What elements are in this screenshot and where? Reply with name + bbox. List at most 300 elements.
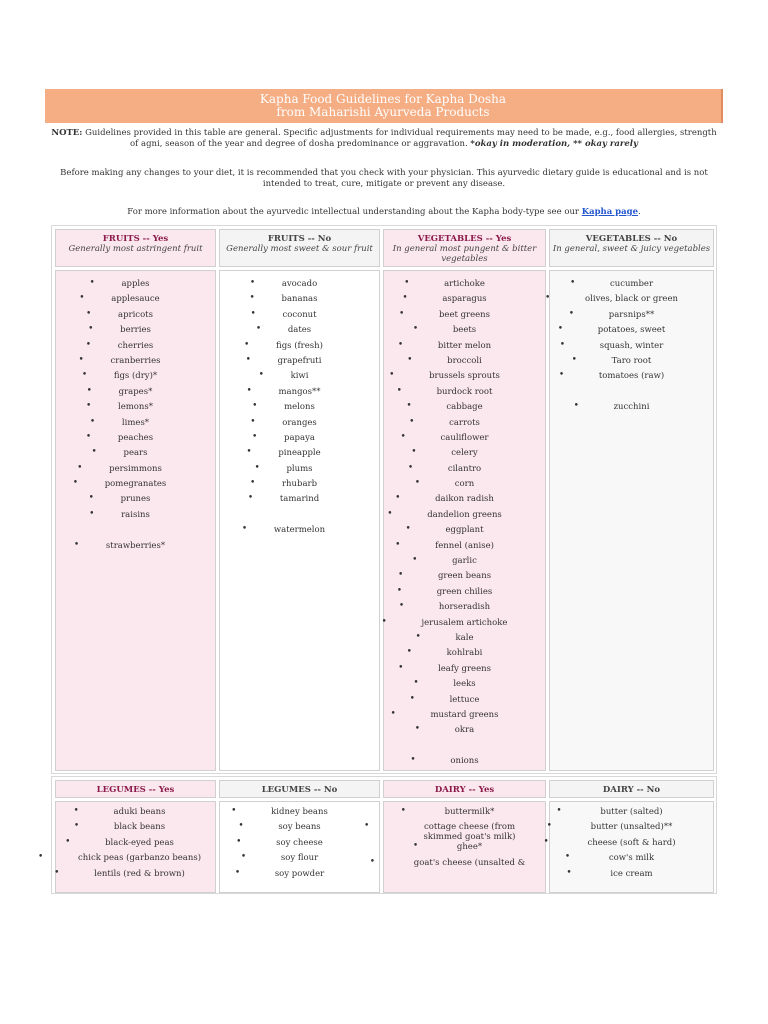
food-item-label: garlic [452,556,477,567]
food-item [384,541,545,556]
disclaimer-paragraph: Before making any changes to your diet, it is recommended that you check with your physician. This ayurvedic dietary guide is educational and is not intended to treat, cure, mitigate or prevent any disease. [60,168,708,189]
food-item [384,464,545,479]
food-item [543,836,713,853]
food-item [37,852,203,868]
bullet-icon: • [241,524,248,535]
food-item [384,587,545,602]
bullet-icon: • [246,447,252,458]
bullet-icon: • [236,836,242,847]
bullet-icon: • [396,385,402,396]
food-item [550,341,713,356]
food-item-label: mangos** [278,386,321,397]
header-fruits-yes [55,229,216,267]
food-item-label: kiwi [290,371,309,382]
food-item-label: horseradish [438,602,491,613]
list-vegetables-no [545,278,713,418]
food-item [384,294,545,309]
bullet-icon: • [54,867,60,878]
body-vegetables-no [545,270,714,771]
food-item-label: cauliflower [440,432,489,443]
list-legumes-no [220,807,379,884]
body-vegetables-yes [383,270,546,771]
bullet-icon: • [389,370,395,381]
note-paragraph [50,128,718,150]
bullet-icon: • [412,555,418,566]
bullet-icon: • [409,693,415,704]
food-item-label: lentils (red & brown) [94,868,185,879]
bullet-icon: • [557,324,564,335]
food-item-label: butter (salted) [600,807,663,817]
food-item-label: coconut [282,309,317,320]
food-item-label: pomegranates [104,479,167,490]
header-legumes-yes [55,780,216,798]
food-item [384,402,545,417]
food-item-label: chick peas (garbanzo beans) [77,853,202,864]
food-item [550,402,713,417]
food-item-label: Taro root [611,355,652,366]
bullet-icon: • [249,278,256,288]
bullet-icon: • [398,601,405,612]
food-item-label: persimmons [109,463,162,474]
bullet-icon: • [249,478,256,489]
food-item-label: okra [454,725,475,736]
food-item-label: cranberries [110,355,161,366]
bullet-icon: • [85,401,92,412]
food-item [384,479,545,494]
bullet-icon: • [571,354,577,365]
food-item [220,822,379,837]
bullet-icon: • [400,806,406,816]
food-item-label: tomatoes (raw) [598,371,665,382]
food-item [384,279,545,294]
header-title: VEGETABLES -- No [585,234,678,244]
food-item [56,325,215,340]
bullet-icon: • [89,416,96,427]
bullet-icon: • [86,308,92,319]
bullet-icon: • [245,354,251,365]
list-vegetables-yes [381,278,545,772]
bullet-icon: • [238,821,244,832]
food-item-label: lettuce [449,694,480,705]
bullet-icon: • [398,308,405,319]
food-item [550,325,713,340]
food-item-label: soy flour [280,853,319,864]
food-item-label: parsnips** [608,309,655,320]
food-item [384,695,545,710]
food-item-label: cheese (soft & hard) [587,837,676,848]
bullet-icon: • [396,585,403,596]
food-item-label: squash, winter [599,340,664,351]
note-moderation: *okay in moderation, ** okay rarely [470,139,638,149]
food-item-label: ice cream [610,868,653,879]
header-vegetables-yes [383,229,546,267]
food-item-label: ghee* [456,842,483,853]
food-item [384,633,545,648]
food-item [56,279,215,294]
food-item-label: tamarind [279,494,320,505]
food-item-label: cottage cheese (from skimmed goat's milk) [423,822,516,843]
bullet-icon: • [398,662,404,673]
food-item-label: pineapple [278,448,321,459]
food-item [56,356,215,371]
food-item-label: rhubarb [281,479,318,490]
bullet-icon: • [406,401,412,412]
food-item-label: bananas [281,294,318,305]
food-item [220,387,379,402]
food-item-label: kale [455,632,474,643]
food-item [54,867,203,884]
food-item [73,806,203,822]
header-subtitle: In general most pungent & bitter vegetables [392,244,537,264]
bullet-icon: • [381,616,387,627]
bullet-icon: • [369,856,376,867]
bullet-icon: • [246,385,252,396]
food-item [384,387,545,402]
bullet-icon: • [412,324,419,335]
food-item-label: goat's cheese (unsalted & [413,857,526,868]
food-item [550,310,713,325]
food-item-label: eggplant [445,525,484,536]
food-item [384,356,545,371]
food-item [400,806,531,822]
food-item-label: watermelon [273,525,326,536]
food-item [56,294,215,309]
food-item-label: peaches [117,432,154,443]
header-title: LEGUMES -- Yes [96,785,175,795]
bullet-icon: • [407,354,413,365]
bullet-icon: • [405,524,411,535]
food-item [56,510,215,525]
food-item [384,525,545,540]
food-item [384,510,545,525]
more-info-paragraph [50,207,718,218]
header-title: FRUITS -- No [267,234,332,244]
bullet-icon: • [37,852,44,863]
food-item-label: mustard greens [430,709,499,720]
food-item [220,294,379,309]
bullet-icon: • [387,508,393,519]
food-item-label: prunes [120,494,151,505]
body-fruits-yes [55,270,216,771]
bullet-icon: • [397,339,404,350]
food-item [220,310,379,325]
food-item-label: papaya [284,432,315,443]
body-legumes-yes [37,801,216,893]
food-item [65,836,203,853]
food-item [384,710,545,725]
header-title: DAIRY -- No [602,785,661,795]
food-item-label: celery [451,448,478,459]
bullet-icon: • [250,308,256,319]
bullet-icon: • [86,385,92,396]
food-item-label: apples [121,279,150,289]
bullet-icon: • [88,324,94,335]
bullet-icon: • [364,821,370,832]
list-spacer [220,510,379,525]
food-item [381,616,545,633]
bullet-icon: • [252,431,258,442]
note-label: NOTE: [51,128,83,138]
bullet-icon: • [412,841,419,852]
food-item [56,479,215,494]
food-item-label: cow's milk [608,853,655,864]
food-item-label: olives, black or green [585,294,678,305]
header-vegetables-no [549,229,714,267]
food-item-label: kohlrabi [446,648,483,659]
food-item [550,807,713,822]
bullet-icon: • [254,462,260,473]
bullet-icon: • [404,278,410,288]
bullet-icon: • [390,708,396,719]
food-item [384,418,545,433]
food-item-label: cherries [117,340,154,351]
food-item-label: potatoes, sweet [597,325,666,336]
food-item-label: green beans [437,571,492,582]
food-item [73,821,203,837]
food-item-label: leeks [453,679,476,690]
food-item [384,602,545,617]
food-item-label: figs (dry)* [113,371,158,382]
bullet-icon: • [73,539,80,550]
bullet-icon: • [79,293,85,304]
food-item-label: soy beans [278,822,321,833]
banner-title-line1: Kapha Food Guidelines for Kapha Dosha [259,92,507,106]
food-item [220,433,379,448]
bullet-icon: • [543,836,549,847]
header-subtitle: Generally most astringent fruit [68,244,203,254]
more-info-end: . [637,207,641,217]
food-item-label: pears [123,448,148,459]
food-item [220,869,379,884]
more-info-text: For more information about the ayurvedic intellectual understanding about the Kapha body-type see our [127,207,582,217]
bullet-icon: • [81,370,88,381]
food-item [220,448,379,463]
food-item-label: grapes* [118,386,153,397]
bullet-icon: • [249,293,255,304]
food-item-label: limes* [121,417,150,428]
food-item [220,371,379,386]
body-dairy-yes [364,801,549,893]
bullet-icon: • [415,631,421,642]
bullet-icon: • [411,447,417,458]
food-item [220,464,379,479]
header-subtitle: Generally most sweet & sour fruit [226,244,373,254]
food-item-label: apricots [118,309,153,320]
food-item-label: figs (fresh) [276,340,323,351]
note-text: Guidelines provided in this table are general. Specific adjustments for individual requirements may need to be made, e.g., food allergies, strength of agni, season of the year and degree of dosha predominance or aggravation. [82,128,717,149]
food-item-label: jerusalem artichoke [421,617,508,628]
bullet-icon: • [395,539,401,550]
bullet-icon: • [545,293,551,304]
list-dairy-no [543,806,713,884]
bullet-icon: • [73,806,79,816]
bullet-icon: • [73,821,80,832]
food-item [384,571,545,586]
food-item-label: black beans [113,822,166,833]
bullet-icon: • [85,339,92,350]
page-banner [45,89,723,123]
food-item-label: cucumber [609,279,654,289]
food-item-label: broccoli [447,355,482,366]
food-item-label: black-eyed peas [105,837,174,848]
bullet-icon: • [240,852,247,863]
bullet-icon: • [559,339,566,350]
food-item [369,856,531,873]
body-dairy-no [543,801,714,893]
food-item-label: brussels sprouts [429,371,500,382]
food-item [384,664,545,679]
food-item [220,418,379,433]
food-item-label: leafy greens [438,663,491,674]
food-item-label: dates [287,325,312,336]
food-table-section1 [51,225,717,774]
bullet-icon: • [397,570,404,581]
list-spacer [550,387,713,402]
header-title: VEGETABLES -- Yes [417,234,512,244]
food-item [408,842,531,857]
food-item-label: fennel (anise) [435,540,494,551]
food-item-label: daikon radish [435,494,494,505]
food-item-label: kidney beans [271,807,328,817]
bullet-icon: • [65,836,71,847]
bullet-icon: • [85,431,92,442]
bullet-icon: • [250,416,256,427]
food-item-label: carrots [449,417,480,428]
food-item-label: beet greens [438,309,491,320]
header-dairy-yes [383,780,546,798]
food-item-label: corn [454,479,475,490]
food-item [220,494,379,509]
food-item [364,821,531,843]
food-item-label: cilantro [447,463,482,474]
header-title: DAIRY -- Yes [434,785,495,795]
bullet-icon: • [91,447,97,458]
food-item [220,402,379,417]
food-item [220,356,379,371]
food-item-label: applesauce [111,294,160,305]
food-item-label: soy powder [274,868,325,879]
bullet-icon: • [89,278,95,288]
food-item-label: berries [120,325,151,336]
food-item [384,756,545,771]
bullet-icon: • [413,678,419,689]
food-item-label: avocado [281,279,318,289]
food-item [220,807,379,822]
food-item [550,853,713,868]
food-item-label: buttermilk* [444,807,495,817]
bullet-icon: • [556,806,562,816]
header-title: FRUITS -- Yes [102,234,169,244]
food-item-label: aduki beans [113,807,166,817]
header-fruits-no [219,229,380,267]
bullet-icon: • [72,478,79,489]
bullet-icon: • [234,867,241,878]
food-item-label: beets [452,325,477,336]
food-item-label: cabbage [446,402,483,413]
food-item-label: dandelion greens [427,509,502,520]
food-item-label: bitter melon [437,340,492,351]
bullet-icon: • [231,806,237,816]
food-item [545,293,713,309]
food-item [56,448,215,463]
list-legumes-yes [37,806,215,884]
bullet-icon: • [407,462,414,473]
food-item [550,371,713,386]
bullet-icon: • [395,493,401,504]
food-item [384,679,545,694]
food-item-label: zucchini [613,402,650,413]
food-item [384,371,545,386]
bullet-icon: • [400,431,406,442]
bullet-icon: • [573,401,579,412]
bullet-icon: • [558,370,565,381]
food-item [384,325,545,340]
food-item [220,279,379,294]
list-fruits-yes [56,279,215,556]
food-item-label: burdock root [436,386,493,397]
list-spacer [384,741,545,756]
bullet-icon: • [546,821,552,832]
banner-title-line2: from Maharishi Ayurveda Products [276,105,490,119]
body-legumes-no [219,801,380,893]
bullet-icon: • [252,401,258,412]
food-item [56,387,215,402]
food-item-label: strawberries* [105,540,166,551]
food-item-label: soy cheese [276,837,323,848]
food-item-label: asparagus [442,294,487,305]
food-item [56,433,215,448]
bullet-icon: • [568,308,575,319]
food-item-label: butter (unsalted)** [590,822,673,833]
food-item [56,402,215,417]
food-item [56,341,215,356]
food-item [384,448,545,463]
header-legumes-no [219,780,380,798]
kapha-page-link[interactable]: Kapha page [581,207,638,217]
food-item [56,310,215,325]
list-fruits-no [220,279,379,541]
list-spacer [56,525,215,540]
food-item [384,433,545,448]
food-item [56,464,215,479]
food-table-section2 [37,776,717,894]
bullet-icon: • [566,867,572,878]
list-dairy-yes [364,806,545,873]
bullet-icon: • [414,724,421,735]
food-item [56,494,215,509]
food-item-label: onions [450,756,479,767]
bullet-icon: • [78,354,84,365]
food-item [384,556,545,571]
bullet-icon: • [77,462,83,473]
bullet-icon: • [244,339,250,350]
bullet-icon: • [88,493,94,504]
bullet-icon: • [258,370,264,381]
food-item-label: raisins [121,509,150,520]
food-item [384,341,545,356]
bullet-icon: • [414,478,421,489]
food-item [550,279,713,294]
header-title: LEGUMES -- No [261,785,338,795]
food-item [220,838,379,853]
bullet-icon: • [406,647,412,658]
food-item-label: lemons* [117,402,153,413]
food-item [220,341,379,356]
food-item-label: artichoke [444,279,485,289]
food-item-label: oranges [282,417,317,428]
bullet-icon: • [89,508,95,519]
bullet-icon: • [564,852,571,863]
